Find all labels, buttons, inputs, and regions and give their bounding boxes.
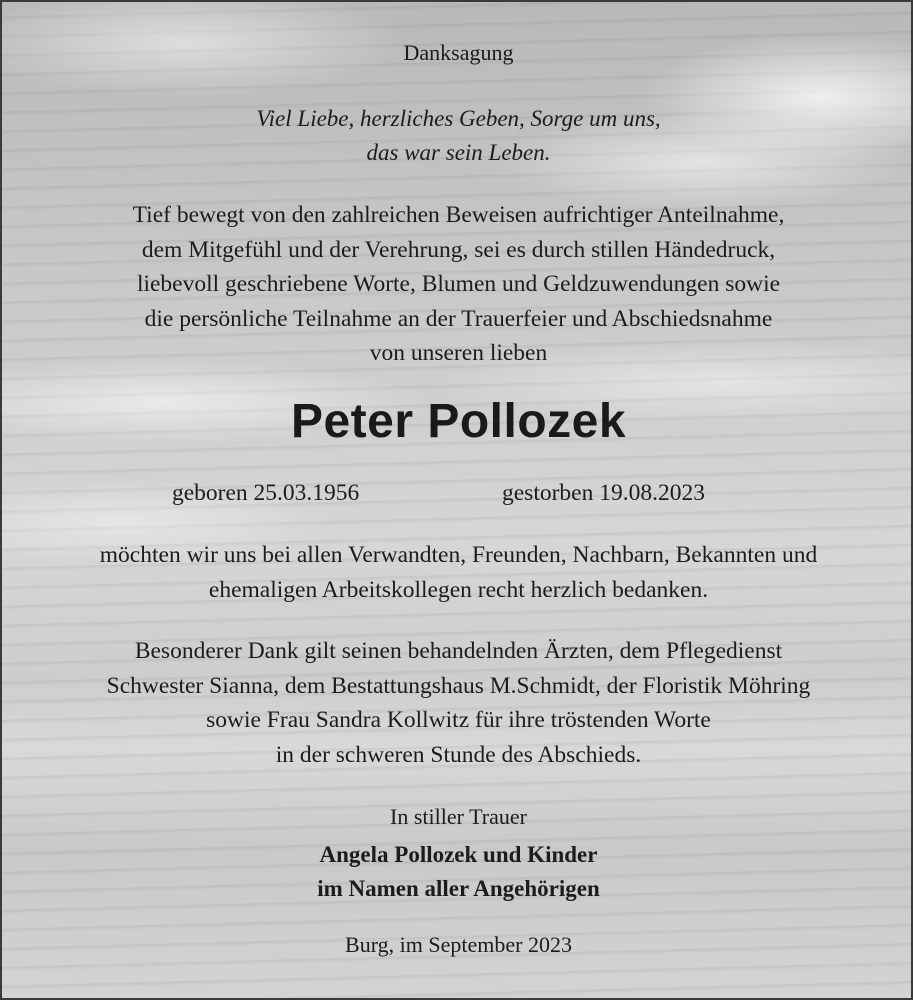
place-date: Burg, im September 2023 bbox=[345, 932, 572, 957]
death-date: gestorben 19.08.2023 bbox=[502, 480, 705, 506]
text-line: sowie Frau Sandra Kollwitz für ihre tröstenden Worte bbox=[206, 707, 711, 733]
quote-line: Viel Liebe, herzliches Geben, Sorge um uns, bbox=[256, 106, 661, 131]
signer-line: im Namen aller Angehörigen bbox=[317, 876, 600, 901]
life-dates bbox=[2, 480, 913, 510]
text-line: in der schweren Stunde des Abschieds. bbox=[275, 741, 642, 768]
deceased-name: Peter Pollozek bbox=[290, 395, 627, 448]
mourning-line: In stiller Trauer bbox=[390, 804, 527, 829]
thanks-paragraph-main bbox=[2, 538, 913, 607]
thanks-paragraph-intro bbox=[2, 198, 913, 371]
quote-line: das war sein Leben. bbox=[366, 140, 551, 165]
signer-line: Angela Pollozek und Kinder bbox=[319, 842, 598, 867]
text-line: möchten wir uns bei allen Verwandten, Freunden, Nachbarn, Bekannten und bbox=[99, 542, 818, 568]
special-thanks-paragraph bbox=[2, 634, 913, 772]
text-line: von unseren lieben bbox=[369, 340, 548, 366]
memorial-quote bbox=[2, 102, 913, 170]
heading: Danksagung bbox=[403, 40, 514, 65]
text-line: Tief bewegt von den zahlreichen Beweisen aufrichtiger Anteilnahme, bbox=[132, 202, 785, 228]
text-line: Besonderer Dank gilt seinen behandelnden Ärzten, dem Pflegedienst bbox=[134, 638, 783, 664]
text-line: Schwester Sianna, dem Bestattungshaus M.Schmidt, der Floristik Möhring bbox=[106, 672, 811, 699]
text-line: ehemaligen Arbeitskollegen recht herzlich bedanken. bbox=[208, 576, 709, 603]
signers bbox=[2, 838, 913, 906]
birth-date: geboren 25.03.1956 bbox=[172, 480, 360, 506]
text-line: dem Mitgefühl und der Verehrung, sei es durch stillen Händedruck, bbox=[141, 236, 776, 263]
text-line: die persönliche Teilnahme an der Trauerfeier und Abschiedsnahme bbox=[144, 305, 773, 332]
text-line: liebevoll geschriebene Worte, Blumen und Geldzuwendungen sowie bbox=[136, 271, 781, 297]
